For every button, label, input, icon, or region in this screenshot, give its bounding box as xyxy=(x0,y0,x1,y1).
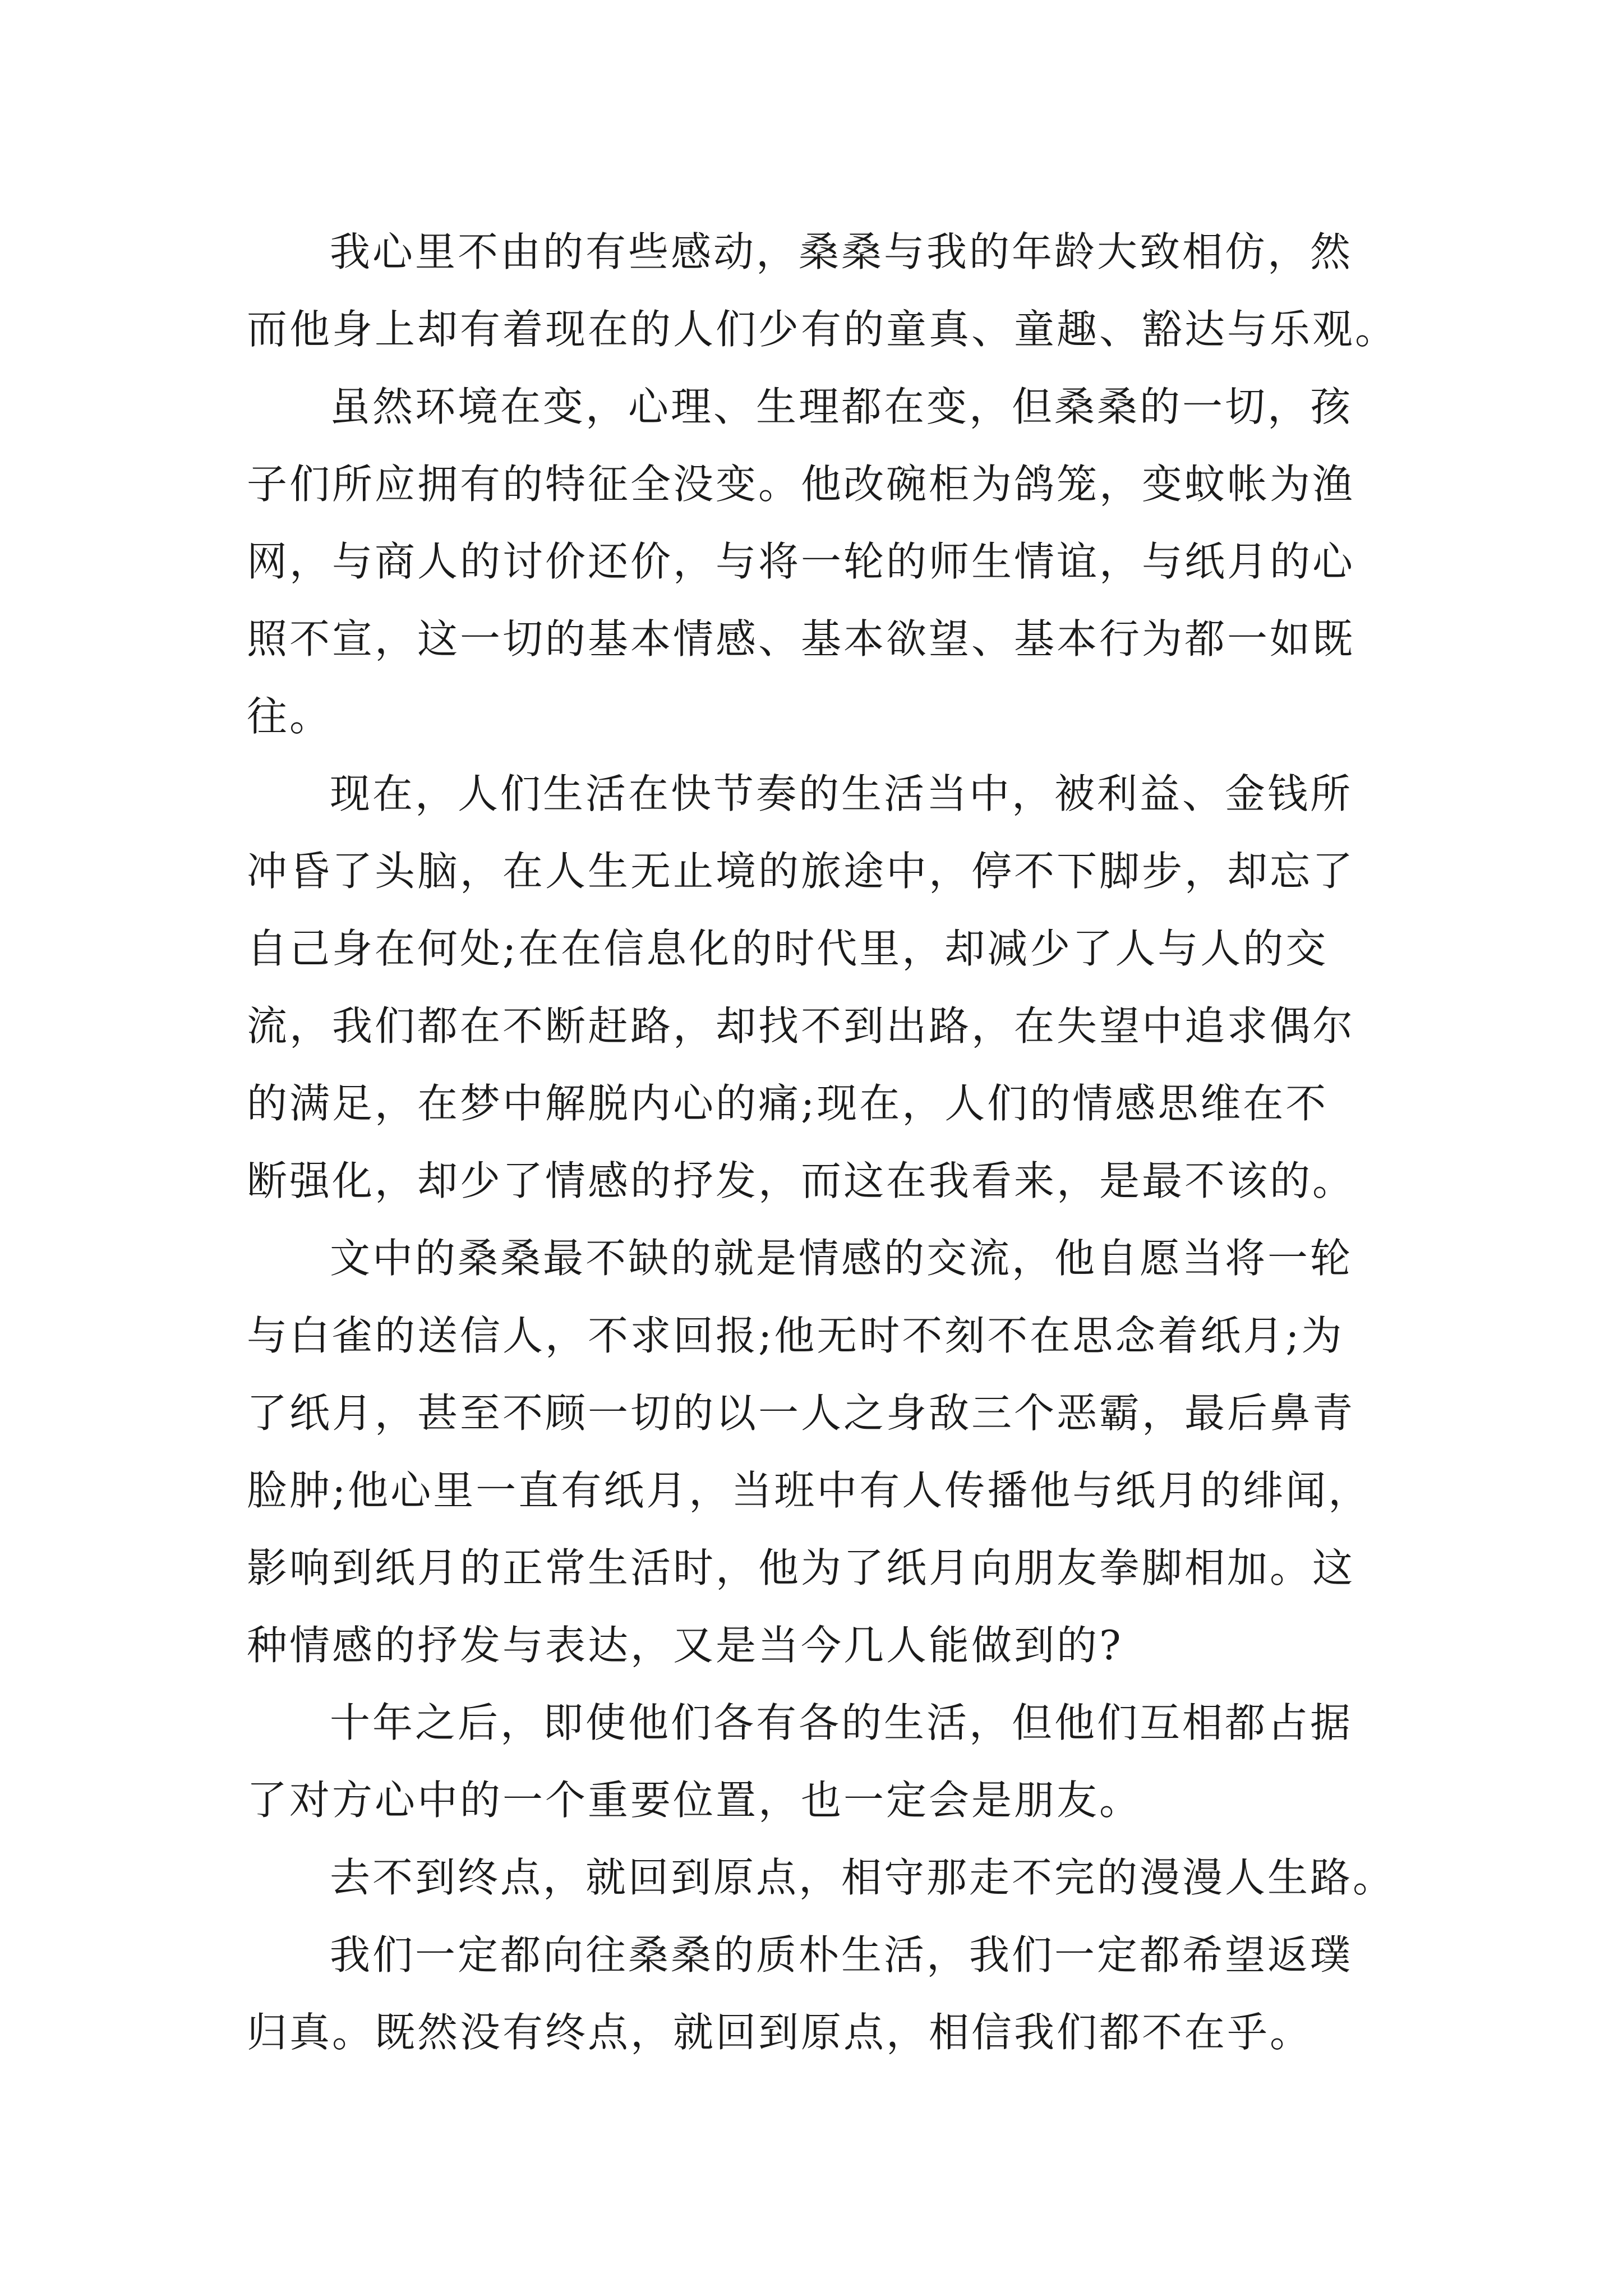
text-line: 了对方心中的一个重要位置，也一定会是朋友。 xyxy=(247,1777,1142,1824)
text-line: 与白雀的送信人，不求回报;他无时不刻不在思念着纸月;为 xyxy=(247,1312,1344,1359)
text-line: 影响到纸月的正常生活时，他为了纸月向朋友拳脚相加。这 xyxy=(247,1544,1355,1591)
text-line: 冲昏了头脑，在人生无止境的旅途中，停不下脚步，却忘了 xyxy=(247,848,1355,895)
text-line: 我们一定都向往桑桑的质朴生活，我们一定都希望返璞 xyxy=(330,1931,1353,1978)
text-line: 流，我们都在不断赶路，却找不到出路，在失望中追求偶尔 xyxy=(247,1002,1355,1050)
text-line: 虽然环境在变，心理、生理都在变，但桑桑的一切，孩 xyxy=(330,383,1353,430)
text-line: 去不到终点，就回到原点，相守那走不完的漫漫人生路。 xyxy=(330,1854,1396,1901)
text-line: 文中的桑桑最不缺的就是情感的交流，他自愿当将一轮 xyxy=(330,1235,1353,1282)
text-line: 往。 xyxy=(247,693,333,740)
text-line: 网，与商人的讨价还价，与将一轮的师生情谊，与纸月的心 xyxy=(247,538,1355,585)
text-line: 自己身在何处;在在信息化的时代里，却减少了人与人的交 xyxy=(247,925,1329,972)
text-line: 现在，人们生活在快节奏的生活当中，被利益、金钱所 xyxy=(330,770,1353,817)
text-line: 了纸月，甚至不顾一切的以一人之身敌三个恶霸，最后鼻青 xyxy=(247,1389,1355,1437)
text-line: 照不宣，这一切的基本情感、基本欲望、基本行为都一如既 xyxy=(247,615,1355,662)
text-line: 而他身上却有着现在的人们少有的童真、童趣、豁达与乐观。 xyxy=(247,306,1398,353)
text-line: 我心里不由的有些感动，桑桑与我的年龄大致相仿，然 xyxy=(330,228,1353,275)
text-line: 种情感的抒发与表达，又是当今几人能做到的? xyxy=(247,1622,1123,1669)
text-line: 的满足，在梦中解脱内心的痛;现在，人们的情感思维在不 xyxy=(247,1080,1329,1127)
text-line: 断强化，却少了情感的抒发，而这在我看来，是最不该的。 xyxy=(247,1157,1355,1204)
text-line: 脸肿;他心里一直有纸月，当班中有人传播他与纸月的绯闻， xyxy=(247,1467,1371,1514)
text-line: 十年之后，即使他们各有各的生活，但他们互相都占据 xyxy=(330,1699,1353,1746)
document-body xyxy=(247,213,1398,2071)
text-line: 子们所应拥有的特征全没变。他改碗柜为鸽笼，变蚊帐为渔 xyxy=(247,461,1355,508)
text-line: 归真。既然没有终点，就回到原点，相信我们都不在乎。 xyxy=(247,2009,1313,2056)
